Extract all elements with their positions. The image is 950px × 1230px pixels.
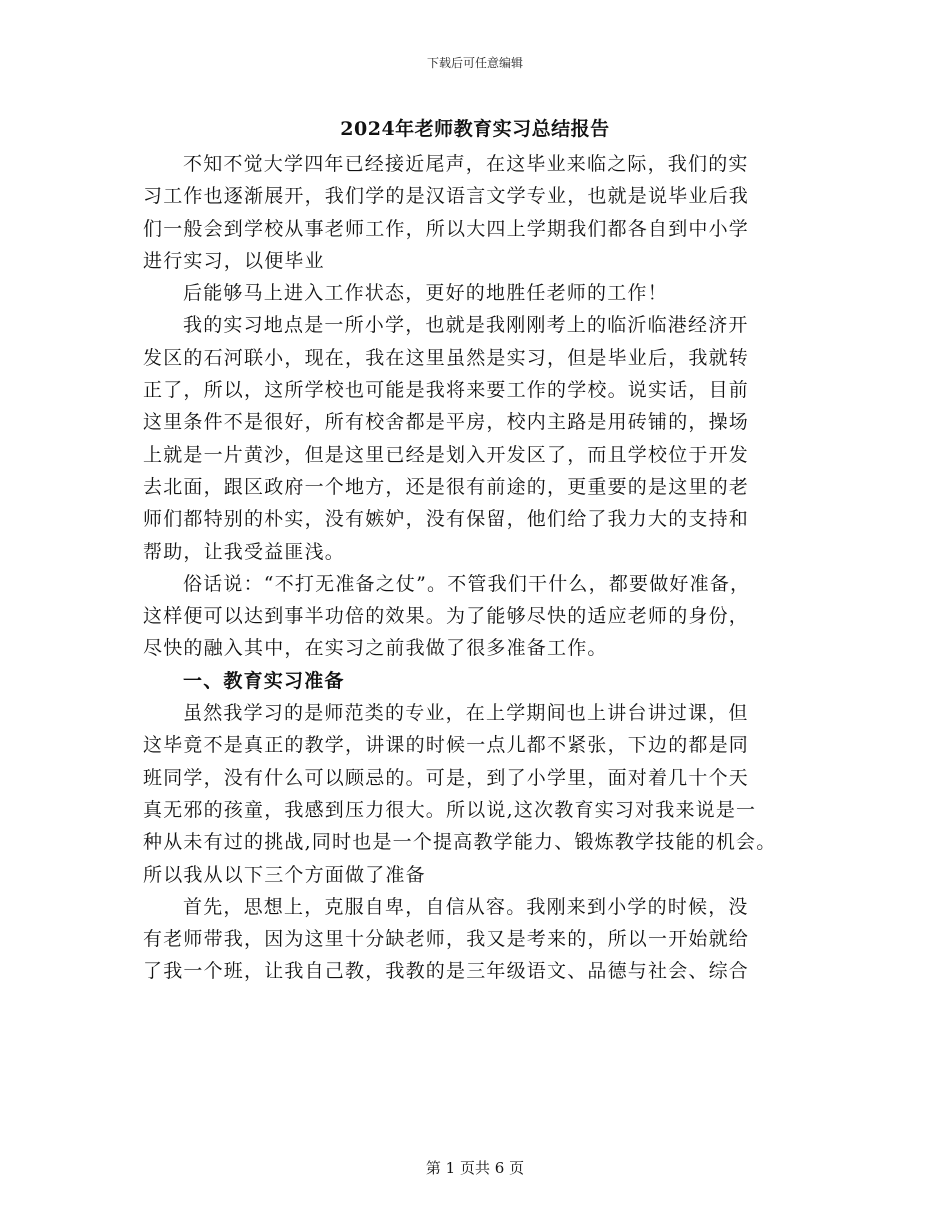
body-text-line: 进行实习，以便毕业 <box>143 249 325 272</box>
body-text-line: 这里条件不是很好，所有校舍都是平房，校内主路是用砖铺的，操场 <box>143 411 750 434</box>
body-text-line: 俗话说：“不打无准备之仗”。不管我们干什么，都要做好准备， <box>183 572 751 595</box>
body-text-line: 班同学，没有什么可以顾忌的。可是，到了小学里，面对着几十个天 <box>143 766 750 789</box>
body-text-line: 首先，思想上，克服自卑，自信从容。我刚来到小学的时候，没 <box>183 895 749 918</box>
body-text-line: 所以我从以下三个方面做了准备 <box>143 863 426 886</box>
body-text-line: 正了，所以，这所学校也可能是我将来要工作的学校。说实话，目前 <box>143 379 750 402</box>
body-text-line: 不知不觉大学四年已经接近尾声，在这毕业来临之际，我们的实 <box>183 153 749 175</box>
body-text-line: 们一般会到学校从事老师工作，所以大四上学期我们都各自到中小学 <box>143 217 750 240</box>
body-text-line: 习工作也逐渐展开，我们学的是汉语言文学专业，也就是说毕业后我 <box>143 185 750 208</box>
document-body <box>143 148 808 988</box>
body-text-line: 帮助，让我受益匪浅。 <box>143 540 346 563</box>
body-text-line: 后能够马上进入工作状态，更好的地胜任老师的工作！ <box>183 282 668 305</box>
body-text-line: 这毕竟不是真正的教学，讲课的时候一点儿都不紧张，下边的都是同 <box>143 734 750 757</box>
body-text-line: 去北面，跟区政府一个地方，还是很有前途的，更重要的是这里的老 <box>143 475 750 498</box>
page-header-note: 下载后可任意编辑 <box>426 56 523 70</box>
body-text-line: 发区的石河联小，现在，我在这里虽然是实习，但是毕业后，我就转 <box>143 346 750 369</box>
body-text-line: 种从未有过的挑战,同时也是一个提高教学能力、锻炼教学技能的机会。 <box>143 831 777 854</box>
body-text-line: 虽然我学习的是师范类的专业，在上学期间也上讲台讲过课，但 <box>183 702 749 725</box>
body-text-line: 有老师带我，因为这里十分缺老师，我又是考来的，所以一开始就给 <box>143 928 750 951</box>
body-text-line: 这样便可以达到事半功倍的效果。为了能够尽快的适应老师的身份， <box>143 605 750 628</box>
page-footer-note: 第 1 页共 6 页 <box>425 1159 525 1177</box>
body-text-line: 师们都特别的朴实，没有嫉妒，没有保留，他们给了我力大的支持和 <box>143 508 750 531</box>
body-text-line: 尽快的融入其中，在实习之前我做了很多准备工作。 <box>143 637 608 660</box>
section-heading: 一、教育实习准备 <box>183 669 345 692</box>
document-title: 2024年老师教育实习总结报告 <box>340 118 610 140</box>
body-text-line: 真无邪的孩童，我感到压力很大。所以说,这次教育实习对我来说是一 <box>143 798 757 821</box>
body-text-line: 上就是一片黄沙，但是这里已经是划入开发区了，而且学校位于开发 <box>143 443 750 466</box>
body-text-line: 我的实习地点是一所小学，也就是我刚刚考上的临沂临港经济开 <box>183 314 749 337</box>
body-text-line: 了我一个班，让我自己教，我教的是三年级语文、品德与社会、综合 <box>143 960 750 983</box>
